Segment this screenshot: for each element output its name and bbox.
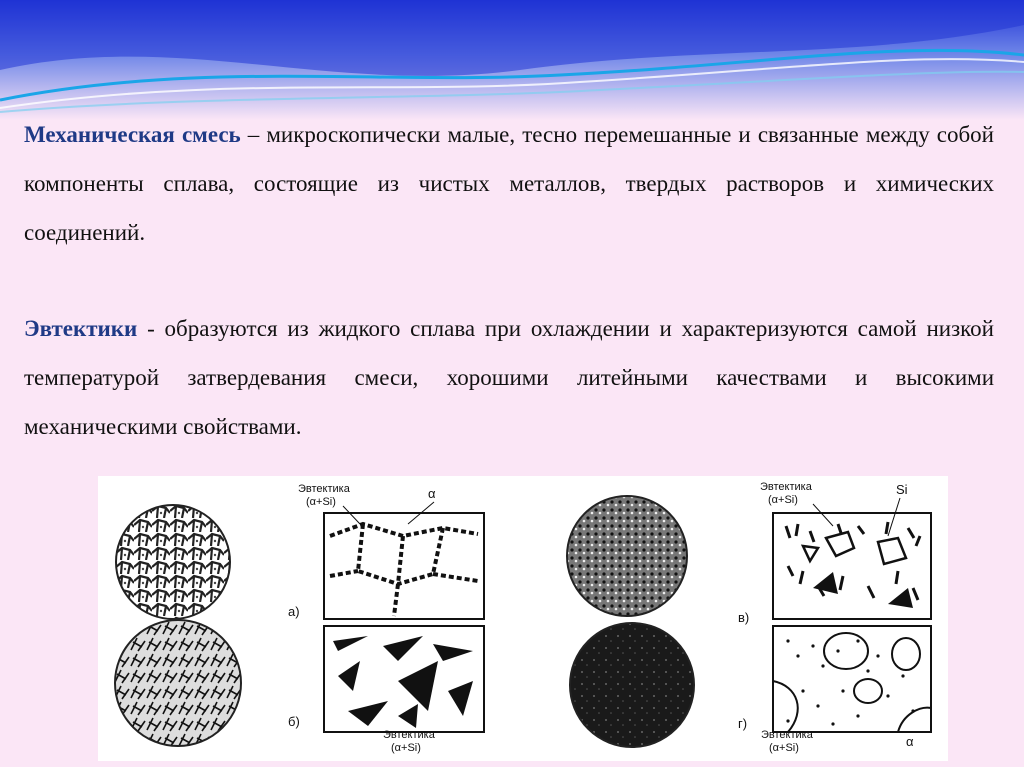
label-eutectic-bottom-right-sub: (α+Si) — [769, 742, 799, 754]
label-si-top-right: Si — [896, 482, 908, 497]
label-b: б) — [288, 714, 300, 729]
label-eutectic-bottom-left-sub: (α+Si) — [391, 742, 421, 754]
micrograph-b — [115, 620, 241, 746]
label-eutectic-top-right-sub: (α+Si) — [768, 494, 798, 506]
label-eutectic-bottom-left: Эвтектика — [383, 729, 435, 741]
label-alpha-top-left: α — [428, 486, 436, 501]
label-eutectic-bottom-right: Эвтектика — [761, 729, 813, 741]
definition-eutectics: - образуются из жидкого сплава при охлаждении и характеризуются самой низкой температурой затвердевания смеси, хорошими литейными качествами и высокими механическими свойствами. — [24, 316, 994, 439]
paragraph-mechanical-mixture — [24, 110, 994, 257]
label-g: г) — [738, 716, 748, 731]
micrograph-v — [567, 496, 687, 616]
label-v: в) — [738, 610, 750, 625]
micrograph-a — [116, 505, 230, 619]
micrograph-g — [570, 623, 694, 747]
schematic-b — [324, 626, 484, 732]
label-eutectic-top-right: Эвтектика — [760, 481, 812, 493]
schematic-g — [773, 626, 931, 732]
paragraph-eutectics — [24, 304, 994, 451]
label-a: а) — [288, 604, 300, 619]
label-eutectic-top-left: Эвтектика — [298, 483, 350, 495]
term-mechanical-mixture: Механическая смесь — [24, 122, 241, 147]
microstructure-figure — [98, 476, 948, 761]
header-wave-decoration — [0, 0, 1024, 120]
schematic-v — [773, 513, 931, 619]
label-eutectic-top-left-sub: (α+Si) — [306, 496, 336, 508]
definition-mechanical-mixture: – микроскопически малые, тесно перемешанные и связанные между собой компоненты сплава, состоящие из чистых металлов, твердых растворов и химических соединений. — [24, 122, 994, 245]
schematic-a — [324, 513, 484, 619]
label-alpha-bottom-right: α — [906, 734, 914, 749]
term-eutectics: Эвтектики — [24, 316, 138, 341]
